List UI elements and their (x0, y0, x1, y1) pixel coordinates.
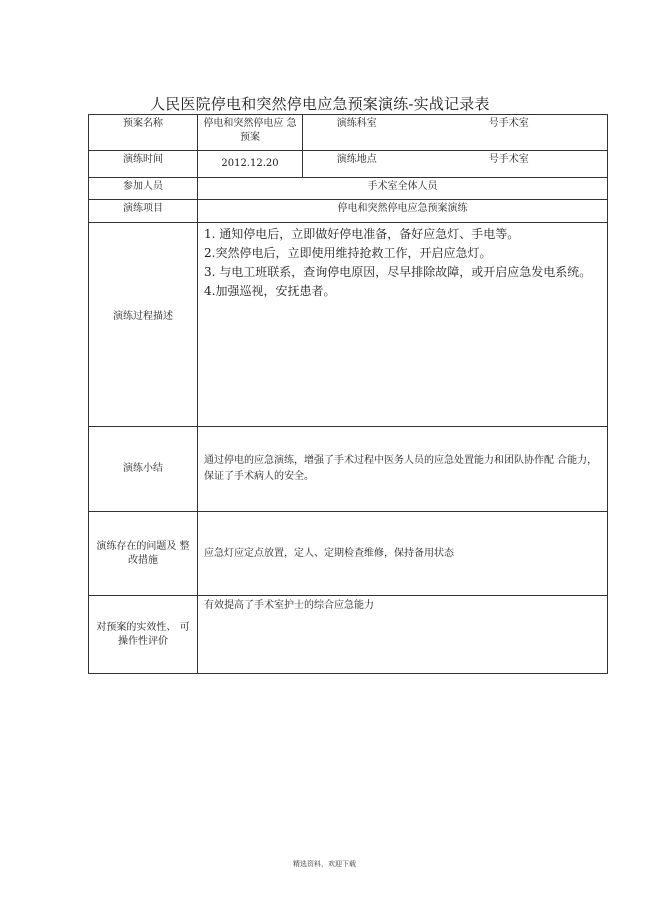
table-row (89, 512, 608, 596)
drill-dept-label: 演练科室 (303, 115, 411, 151)
process-step-2: 2.突然停电后，立即使用维持抢救工作，开启应急灯。 (204, 246, 492, 260)
participants-label: 参加人员 (89, 178, 198, 200)
project-value: 停电和突然停电应急预案演练 (198, 200, 608, 223)
evaluation-value: 有效提高了手术室护士的综合应急能力 (198, 596, 608, 674)
page-footer: 精选资料，欢迎下载 (293, 860, 356, 868)
process-step-4: 4.加强巡视，安抚患者。 (204, 284, 336, 298)
table-row (89, 223, 608, 427)
participants-value: 手术室全体人员 (198, 178, 608, 200)
process-label: 演练过程描述 (89, 223, 198, 427)
plan-name-value: 停电和突然停电应 急预案 (198, 115, 303, 151)
process-step-3: 3. 与电工班联系，查询停电原因，尽早排除故障，或开启应急发电系统。 (204, 265, 592, 279)
drill-dept-value: 号手术室 (411, 115, 608, 151)
process-step-1: 1. 通知停电后，立即做好停电准备，备好应急灯、手电等。 (204, 227, 520, 241)
table-row (89, 427, 608, 512)
table-row (89, 178, 608, 200)
table-row (89, 115, 608, 151)
problems-label: 演练存在的问题及 整改措施 (89, 512, 198, 596)
drill-place-label: 演练地点 (303, 151, 411, 178)
drill-record-table (88, 114, 608, 674)
plan-name-label: 预案名称 (89, 115, 198, 151)
drill-time-label: 演练时间 (89, 151, 198, 178)
process-description (198, 223, 608, 427)
page-title: 人民医院停电和突然停电应急预案演练-实战记录表 (150, 95, 490, 113)
table-row (89, 200, 608, 223)
summary-label: 演练小结 (89, 427, 198, 512)
drill-time-value: 2012.12.20 (198, 151, 303, 178)
evaluation-label: 对预案的实效性、 可操作性评价 (89, 596, 198, 674)
problems-value: 应急灯应定点放置，定人、定期检查维修，保持备用状态 (198, 512, 608, 596)
table-row (89, 151, 608, 178)
project-label: 演练项目 (89, 200, 198, 223)
summary-value: 通过停电的应急演练，增强了手术过程中医务人员的应急处置能力和团队协作配 合能力，保证了手术病人的安全。 (198, 427, 608, 512)
drill-place-value: 号手术室 (411, 151, 608, 178)
table-row (89, 596, 608, 674)
